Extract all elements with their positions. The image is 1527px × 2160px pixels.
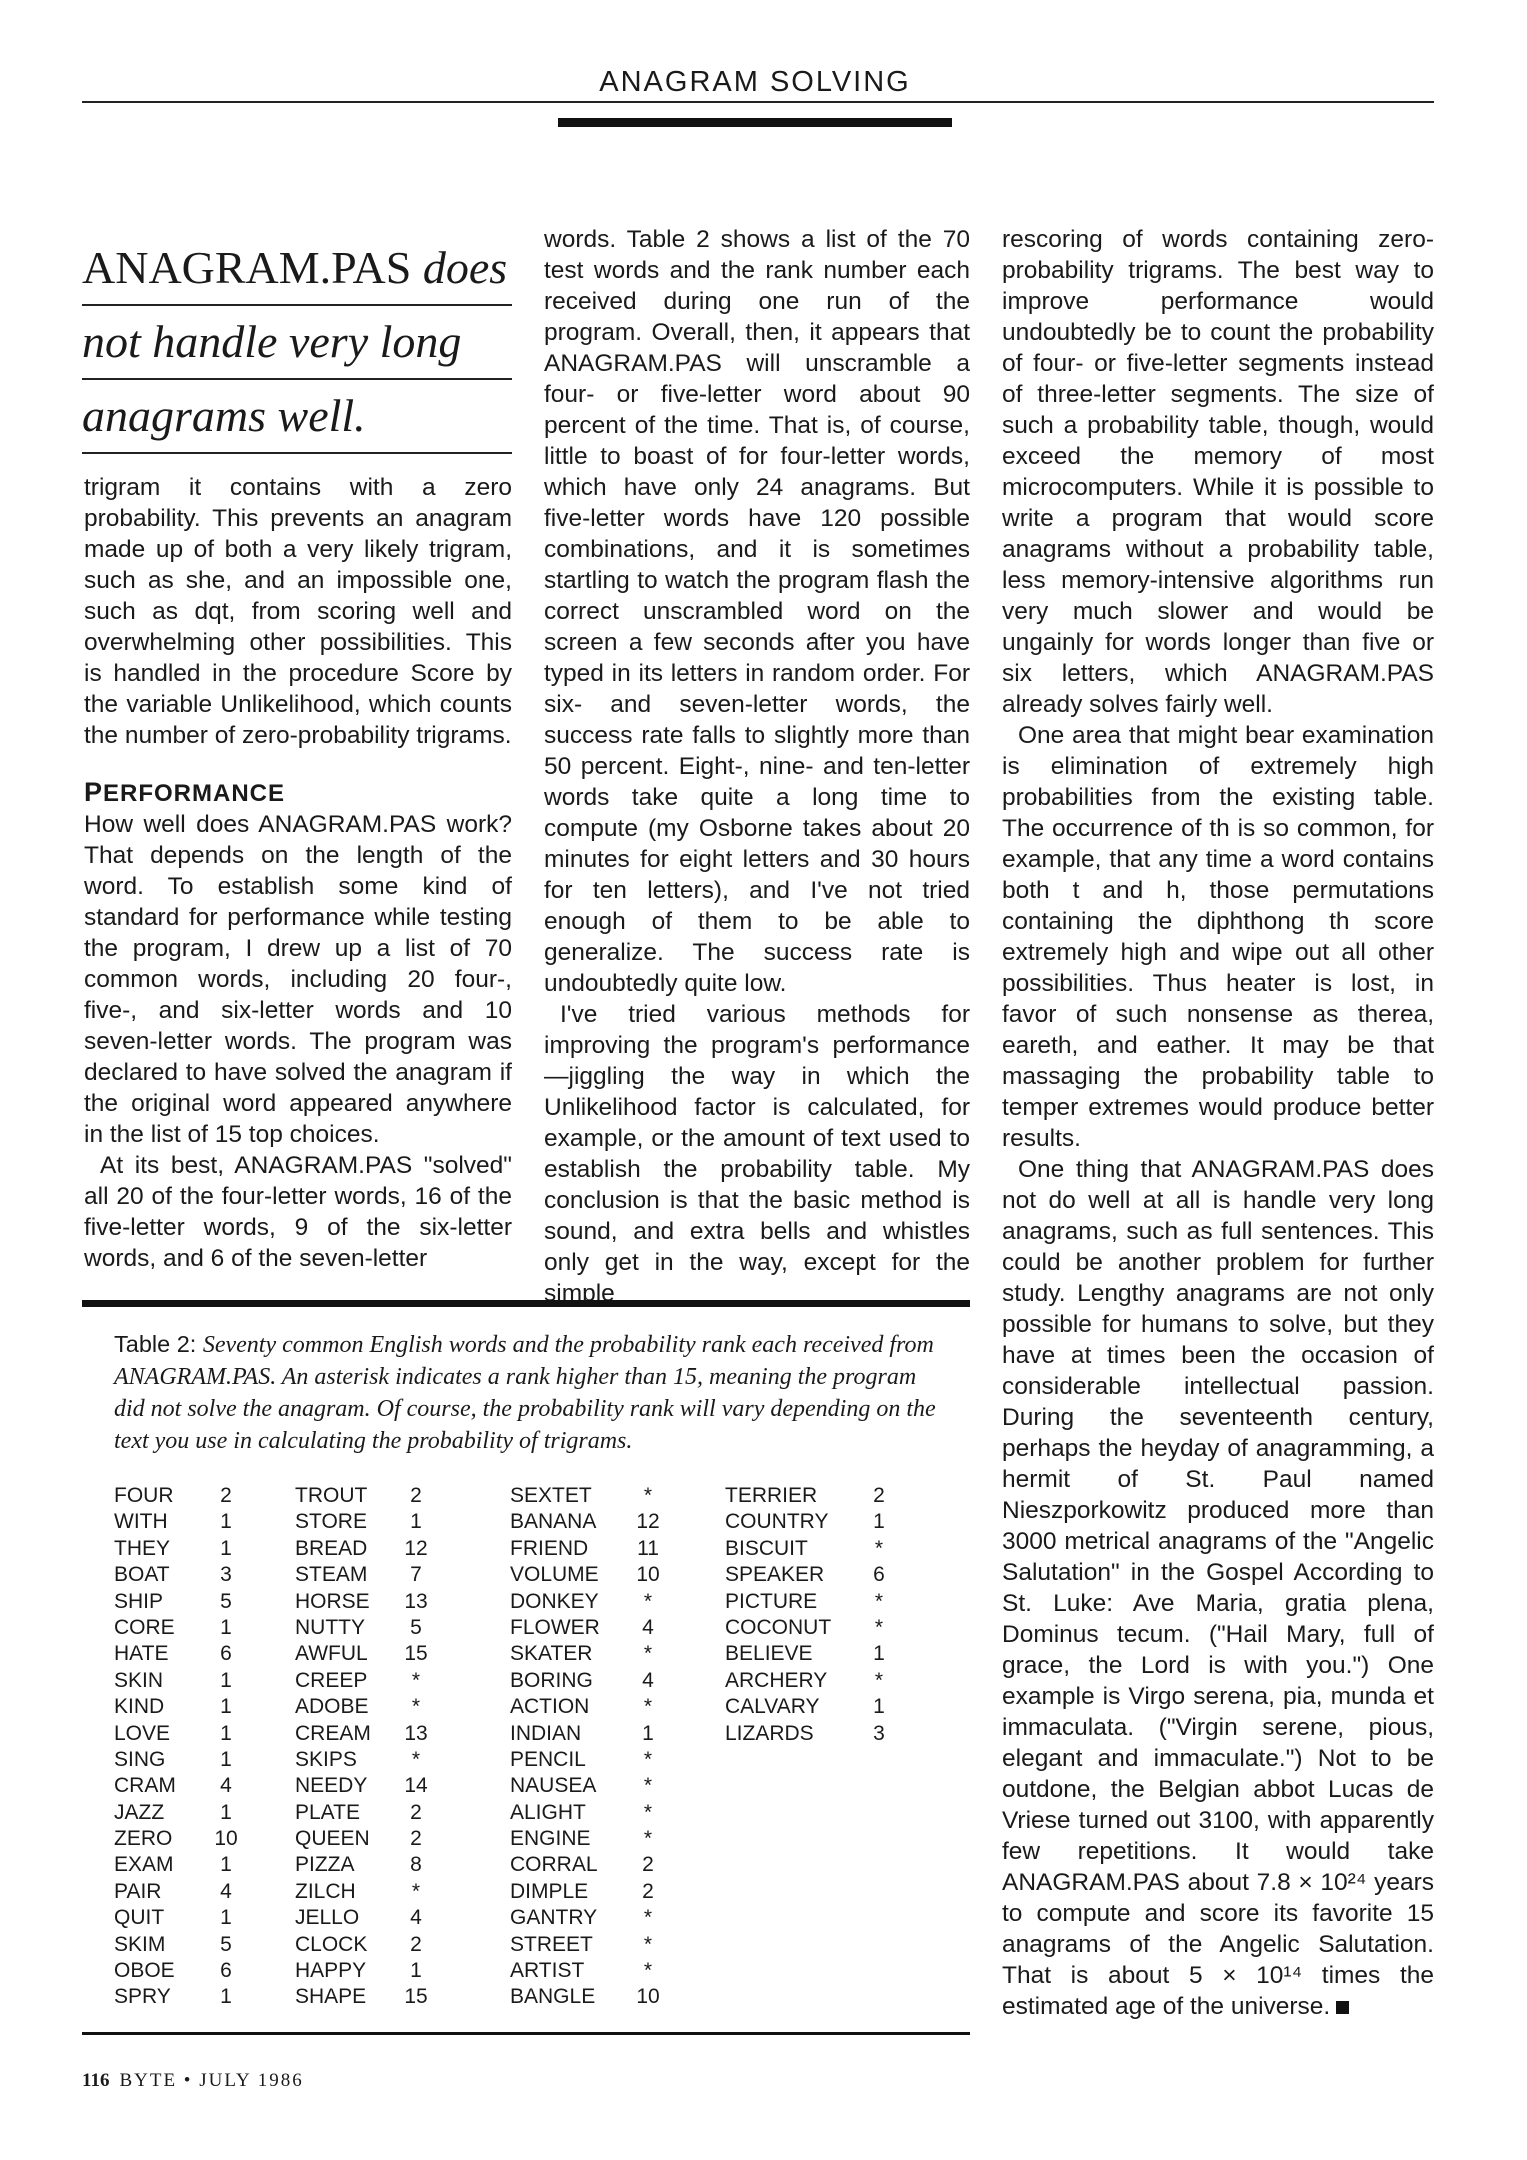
table-word: QUIT — [114, 1906, 165, 1930]
table-rank: * — [874, 1589, 884, 1613]
table-word: BOAT — [114, 1563, 170, 1587]
table-word: BORING — [510, 1668, 593, 1692]
page-number: 116 — [82, 2070, 110, 2091]
table-word: DIMPLE — [510, 1879, 589, 1903]
paragraph: trigram it contains with a zero probability. This prevents an anagram made up of both a very likely trigram, such as she, and an impossible one, such as dqt, from scoring well and overwhelming other possibilities. This is handled in the procedure Score by the variable Unlikelihood, which counts the number of zero-probability trigrams. — [84, 474, 512, 749]
table-word: KIND — [114, 1695, 165, 1719]
end-mark-icon — [1336, 2001, 1349, 2014]
paragraph: rescoring of words containing zero-probability trigrams. The best way to improve performance would undoubtedly be to count the probability of four- or five-letter segments instead of three-letter segments. The size of such a probability table, though, would exceed the memory of most microcomputers. While it is possible to write a program that would score anagrams without a probability table, less memory-intensive algorithms run very much slower and would be ungainly for words longer than five or six letters, which ANAGRAM.PAS already solves fairly well. — [1002, 226, 1434, 718]
table-rank: 4 — [410, 1906, 422, 1930]
table-word: ENGINE — [510, 1827, 591, 1851]
page-footer — [82, 2070, 304, 2092]
section-heading-performance: PERFORMANCE — [84, 777, 286, 807]
table-word: VOLUME — [510, 1563, 599, 1587]
table-word: CREEP — [295, 1668, 368, 1692]
table-word: INDIAN — [510, 1721, 582, 1745]
table-caption — [114, 1329, 938, 1457]
table-word: WITH — [114, 1510, 168, 1534]
table-rank: 6 — [873, 1563, 885, 1587]
pull-quote-line-3: anagrams well. — [82, 380, 512, 454]
table-rank: * — [643, 1642, 653, 1666]
table-word: THEY — [114, 1536, 171, 1560]
table-rank: * — [643, 1695, 653, 1719]
table-word: NEEDY — [295, 1774, 368, 1798]
paragraph: One thing that ANAGRAM.PAS does not do well at all is handle very long anagrams, such as full sentences. This could be another problem for further study. Lengthy anagrams are not only possible for humans to solve, but they have at times been the occasion of considerable intellectual passion. During the seventeenth century, perhaps the heyday of anagramming, a hermit of St. Paul named Nieszporkowitz produced more than 3000 metrical anagrams of the "Angelic Salutation" in the Gospel According to St. Luke: Ave Maria, gratia plena, Dominus tecum. ("Hail Mary, full of grace, the Lord is with you.") One example is Virgo serena, pia, munda et immaculata. ("Virgin serene, pious, elegant and immaculate.") Not to be outdone, the Belgian abbot Lucas de Vriese turned out 3100, with apparently few repetitions. It would take ANAGRAM.PAS about 7.8 × 10²⁴ years to compute and score its favorite 15 anagrams of the Angelic Salutation. That is about 5 × 10¹⁴ times the estimated age of the universe. — [1002, 1156, 1434, 2020]
table-rank: 15 — [404, 1985, 428, 2009]
table-word: LIZARDS — [725, 1721, 814, 1745]
table-word: SKATER — [510, 1642, 593, 1666]
table-rank: 10 — [636, 1985, 660, 2009]
table-word: SEXTET — [510, 1484, 592, 1507]
table-word: BISCUIT — [725, 1536, 808, 1560]
table-rank: 3 — [220, 1563, 232, 1587]
table-rank: * — [643, 1589, 653, 1613]
table-word: SKIPS — [295, 1747, 357, 1771]
table-word: STEAM — [295, 1563, 368, 1587]
table-rank: 1 — [873, 1642, 885, 1666]
table-rank: 4 — [642, 1615, 654, 1639]
table-word: ADOBE — [295, 1695, 369, 1719]
table-word: ZERO — [114, 1827, 173, 1851]
table-rank: 1 — [220, 1853, 232, 1877]
table-word: CORE — [114, 1615, 175, 1639]
table-word: SKIN — [114, 1668, 164, 1692]
table-rank: * — [411, 1879, 421, 1903]
table-word: PENCIL — [510, 1747, 586, 1771]
paragraph: One area that might bear examination is elimination of extremely high probabilities from the existing table. The occurrence of th is so common, for example, that any time a word contains both t and h, those permutations containing the diphthong th score extremely high and wipe out all other possibilities. Thus heater is lost, in favor of such nonsense as therea, eareth, and eather. It may be that massaging the probability table to temper extremes would produce better results. — [1002, 722, 1434, 1152]
table-rank: 1 — [220, 1695, 232, 1719]
table-rank: 8 — [410, 1853, 422, 1877]
table-word: HAPPY — [295, 1959, 367, 1983]
table-word: SPRY — [114, 1985, 171, 2009]
table-rank: 1 — [410, 1959, 422, 1983]
table-rank: 1 — [220, 1721, 232, 1745]
table-rank: 2 — [410, 1484, 422, 1507]
table-rank: 11 — [637, 1536, 659, 1560]
running-header: ANAGRAM SOLVING — [599, 66, 911, 98]
table-word: TERRIER — [725, 1484, 818, 1507]
table-rank: 2 — [410, 1827, 422, 1851]
table-rank: 1 — [220, 1906, 232, 1930]
table-rank: 1 — [220, 1536, 232, 1560]
table-word: BREAD — [295, 1536, 368, 1560]
table-word: BANGLE — [510, 1985, 596, 2009]
table-rank: * — [643, 1800, 653, 1824]
table-word: PAIR — [114, 1879, 162, 1903]
table-rank: 2 — [410, 1800, 422, 1824]
table-rank: 2 — [642, 1879, 654, 1903]
table-rank: 2 — [642, 1853, 654, 1877]
table-word: JELLO — [295, 1906, 360, 1930]
table-rank: 4 — [220, 1774, 232, 1798]
column-3 — [1002, 224, 1434, 2022]
table-rank: 2 — [220, 1484, 232, 1507]
pull-quote-line-2: not handle very long — [82, 306, 512, 380]
table-word: ACTION — [510, 1695, 590, 1719]
table-word: CREAM — [295, 1721, 371, 1745]
paragraph: At its best, ANAGRAM.PAS "solved" all 20 of the four-letter words, 16 of the five-letter words, 9 of the six-letter words, and 6 of the seven-letter — [84, 1152, 512, 1272]
table-rank: * — [643, 1932, 653, 1956]
table-rank: * — [411, 1747, 421, 1771]
table-rank: 15 — [404, 1642, 428, 1666]
table-word: ZILCH — [295, 1879, 356, 1903]
table-word: JAZZ — [114, 1800, 165, 1824]
table-rank: 12 — [636, 1510, 660, 1534]
header-rule — [82, 101, 1434, 103]
table-word: SHAPE — [295, 1985, 367, 2009]
table-word: COCONUT — [725, 1615, 832, 1639]
pull-quote-line-1: ANAGRAM.PAS does — [82, 232, 512, 306]
table-rank: * — [643, 1827, 653, 1851]
table-rank: * — [411, 1668, 421, 1692]
table-rank: * — [874, 1668, 884, 1692]
table-word: LOVE — [114, 1721, 171, 1745]
table-rank: * — [643, 1747, 653, 1771]
table-rank: 4 — [220, 1879, 232, 1903]
table-word: TROUT — [295, 1484, 368, 1507]
paragraph: How well does ANAGRAM.PAS work? That depends on the length of the word. To establish some kind of standard for performance while testing the program, I drew up a list of 70 common words, including 20 four-, five-, and six-letter words and 10 seven-letter words. The program was declared to have solved the anagram if the original word appeared anywhere in the list of 15 top choices. — [84, 811, 512, 1148]
table-rank: * — [874, 1615, 884, 1639]
table-rank: * — [643, 1906, 653, 1930]
table-word: SPEAKER — [725, 1563, 825, 1587]
table-word: SKIM — [114, 1932, 166, 1956]
table-rank: 1 — [642, 1721, 654, 1745]
table-word: NAUSEA — [510, 1774, 597, 1798]
table-word: HATE — [114, 1642, 169, 1666]
table-word: FLOWER — [510, 1615, 600, 1639]
header-bar — [558, 118, 952, 127]
table-rank: 1 — [220, 1800, 232, 1824]
table-word: NUTTY — [295, 1615, 365, 1639]
table-rank: 1 — [873, 1695, 885, 1719]
table-rank: 1 — [873, 1510, 885, 1534]
table-rank: 1 — [410, 1510, 422, 1534]
table-word: PIZZA — [295, 1853, 355, 1877]
table-rank: 10 — [214, 1827, 238, 1851]
table-word: CORRAL — [510, 1853, 598, 1877]
column-2 — [544, 224, 970, 1309]
table-word: STORE — [295, 1510, 367, 1534]
table-rank: 4 — [642, 1668, 654, 1692]
table-word: QUEEN — [295, 1827, 370, 1851]
table-word: FOUR — [114, 1484, 174, 1507]
table-label: Table 2: — [114, 1331, 203, 1357]
footer-text: BYTE • JULY 1986 — [119, 2070, 304, 2091]
table-word: DONKEY — [510, 1589, 599, 1613]
table-rank: * — [643, 1774, 653, 1798]
table-rank: 6 — [220, 1959, 232, 1983]
table-rank: 13 — [404, 1721, 428, 1745]
paragraph: words. Table 2 shows a list of the 70 test words and the rank number each received during one run of the program. Overall, then, it appears that ANAGRAM.PAS will unscramble a four- or five-letter word about 90 percent of the time. That is, of course, little to boast of for four-letter words, which have only 24 anagrams. But five-letter words have 120 possible combinations, and it is sometimes startling to watch the program flash the correct unscrambled word on the screen a few seconds after you have typed in its letters in random order. For six- and seven-letter words, the success rate falls to slightly more than 50 percent. Eight-, nine- and ten-letter words take quite a long time to compute (my Osborne takes about 20 minutes for eight letters and 30 hours for ten letters), and I've not tried enough of them to be able to generalize. The success rate is undoubtedly quite low. — [544, 226, 970, 997]
table-rank: 5 — [220, 1932, 232, 1956]
table-word: ARCHERY — [725, 1668, 828, 1692]
table-rank: * — [643, 1959, 653, 1983]
table-word: HORSE — [295, 1589, 370, 1613]
table-word: EXAM — [114, 1853, 174, 1877]
table-word: BANANA — [510, 1510, 597, 1534]
table-rank: 5 — [220, 1589, 232, 1613]
table-rank: 1 — [220, 1985, 232, 2009]
table-word: GANTRY — [510, 1906, 598, 1930]
column-1 — [84, 472, 512, 1274]
table-word: SHIP — [114, 1589, 164, 1613]
table-rank: 1 — [220, 1510, 232, 1534]
table-word: COUNTRY — [725, 1510, 829, 1534]
table-rank: 7 — [410, 1563, 422, 1587]
table-word: BELIEVE — [725, 1642, 813, 1666]
table-word: AWFUL — [295, 1642, 368, 1666]
table-rank: 5 — [410, 1615, 422, 1639]
table-word: FRIEND — [510, 1536, 589, 1560]
table-word: CALVARY — [725, 1695, 820, 1719]
table-word: CRAM — [114, 1774, 176, 1798]
table-word: PLATE — [295, 1800, 360, 1824]
table-word: SING — [114, 1747, 166, 1771]
table-rank: * — [411, 1695, 421, 1719]
table-word: ARTIST — [510, 1959, 585, 1983]
table-word: CLOCK — [295, 1932, 368, 1956]
table-word: ALIGHT — [510, 1800, 586, 1824]
table-rank: 2 — [873, 1484, 885, 1507]
table-rank: 6 — [220, 1642, 232, 1666]
table-rank: 14 — [404, 1774, 428, 1798]
table-rank: 2 — [410, 1932, 422, 1956]
table-rank: 1 — [220, 1747, 232, 1771]
paragraph: I've tried various methods for improving the program's performance—jiggling the way in which the Unlikelihood factor is calculated, for example, or the amount of text used to establish the probability table. My conclusion is that the basic method is sound, and extra bells and whistles only get in the way, except for the simple — [544, 1001, 970, 1307]
table-rank: 13 — [404, 1589, 428, 1613]
table-rank: * — [643, 1484, 653, 1507]
pull-quote — [82, 232, 512, 454]
table-word: PICTURE — [725, 1589, 818, 1613]
table-rank: 1 — [220, 1615, 232, 1639]
table-rank: 12 — [404, 1536, 428, 1560]
table-2 — [82, 1300, 970, 2035]
table-rank: 1 — [220, 1668, 232, 1692]
table-caption-text: Seventy common English words and the probability rank each received from ANAGRAM.PAS. An asterisk indicates a rank higher than 15, meaning the program did not solve the anagram. Of course, the probability rank will vary depending on the text you use in calculating the probability of trigrams. — [114, 1332, 936, 1454]
table-word: STREET — [510, 1932, 593, 1956]
table-rank: * — [874, 1536, 884, 1560]
table-rank: 3 — [873, 1721, 885, 1745]
table-rank: 10 — [636, 1563, 660, 1587]
table-word: OBOE — [114, 1959, 175, 1983]
